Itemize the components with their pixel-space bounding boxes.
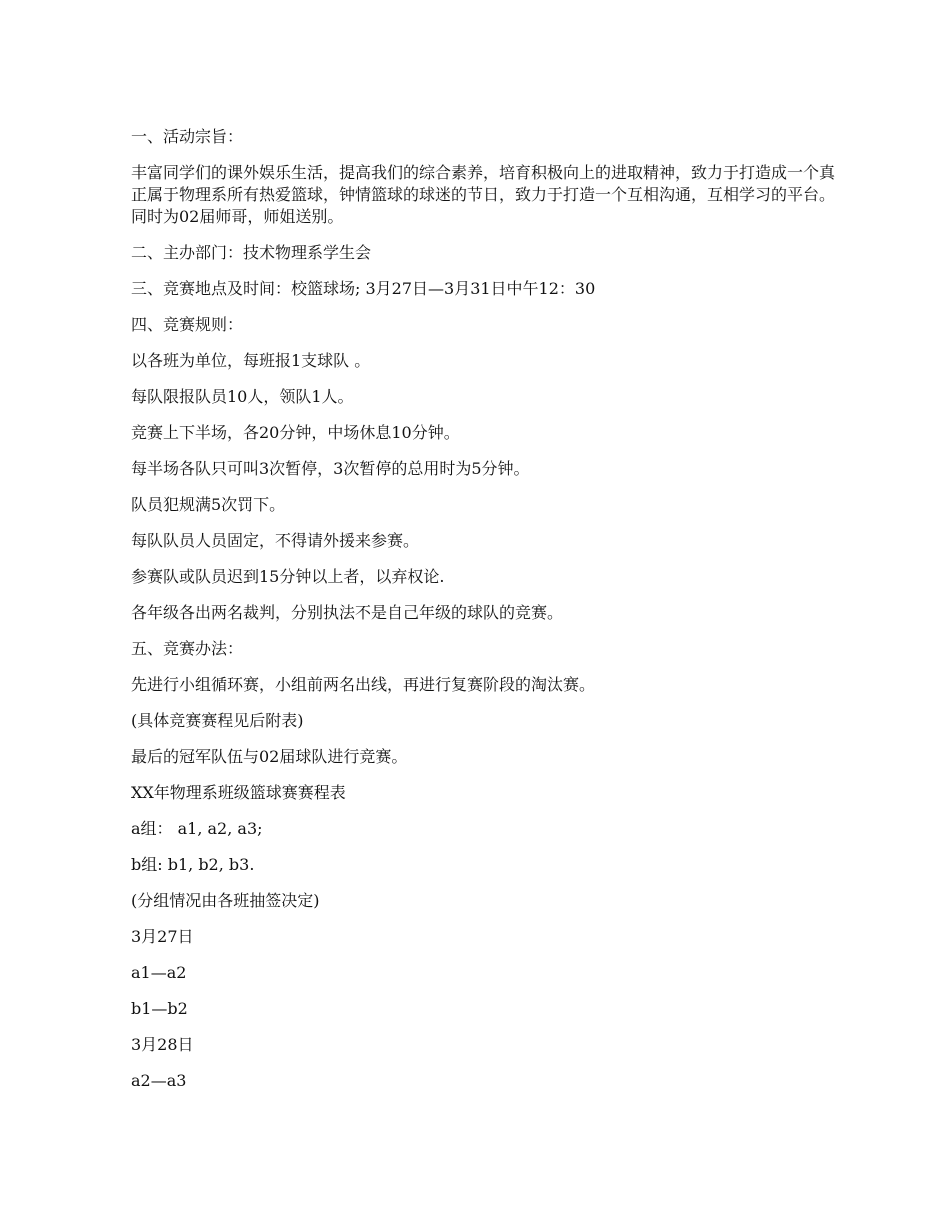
method-line: (具体竞赛赛程见后附表) [131,711,304,730]
rule-line: 参赛队或队员迟到15分钟以上者，以弃权论. [131,567,445,586]
rule-line: 各年级各出两名裁判，分别执法不是自己年级的球队的竞赛。 [131,603,564,622]
schedule-match: a1—a2 [131,963,187,982]
venue-time-line: 三、竞赛地点及时间：校篮球场; 3月27日—3月31日中午12：30 [131,279,596,298]
method-line: 先进行小组循环赛，小组前两名出线，再进行复赛阶段的淘汰赛。 [131,675,596,694]
section-heading-method: 五、竞赛办法： [131,639,244,658]
rule-line: 以各班为单位，每班报1支球队 。 [131,351,371,370]
schedule-date: 3月27日 [131,927,194,946]
rule-line: 每队队员人员固定，不得请外援来参赛。 [131,531,420,550]
rule-line: 队员犯规满5次罚下。 [131,495,286,514]
section-heading-rules: 四、竞赛规则： [131,315,244,334]
rule-line: 竞赛上下半场，各20分钟，中场休息10分钟。 [131,423,460,442]
method-line: 最后的冠军队伍与02届球队进行竞赛。 [131,747,408,766]
schedule-date: 3月28日 [131,1035,194,1054]
organizer-line: 二、主办部门：技术物理系学生会 [131,243,372,262]
schedule-title: XX年物理系班级篮球赛赛程表 [131,783,346,802]
group-line: b组: b1, b2, b3. [131,855,255,874]
rule-line: 每半场各队只可叫3次暂停，3次暂停的总用时为5分钟。 [131,459,530,478]
purpose-paragraph: 丰富同学们的课外娱乐生活，提高我们的综合素养，培育积极向上的进取精神，致力于打造成一个真正属于物理系所有热爱篮球，钟情篮球的球迷的节日，致力于打造一个互相沟通，互相学习的平台。同时为02届师哥，师姐送别。 [131,163,836,226]
purpose-paragraph-block [131,162,841,228]
document-body [131,126,841,1106]
group-note: (分组情况由各班抽签决定) [131,891,320,910]
schedule-match: b1—b2 [131,999,188,1018]
group-line: a组： a1, a2, a3; [131,819,263,838]
schedule-match: a2—a3 [131,1071,187,1090]
rule-line: 每队限报队员10人，领队1人。 [131,387,354,406]
section-heading-purpose: 一、活动宗旨： [131,127,244,146]
